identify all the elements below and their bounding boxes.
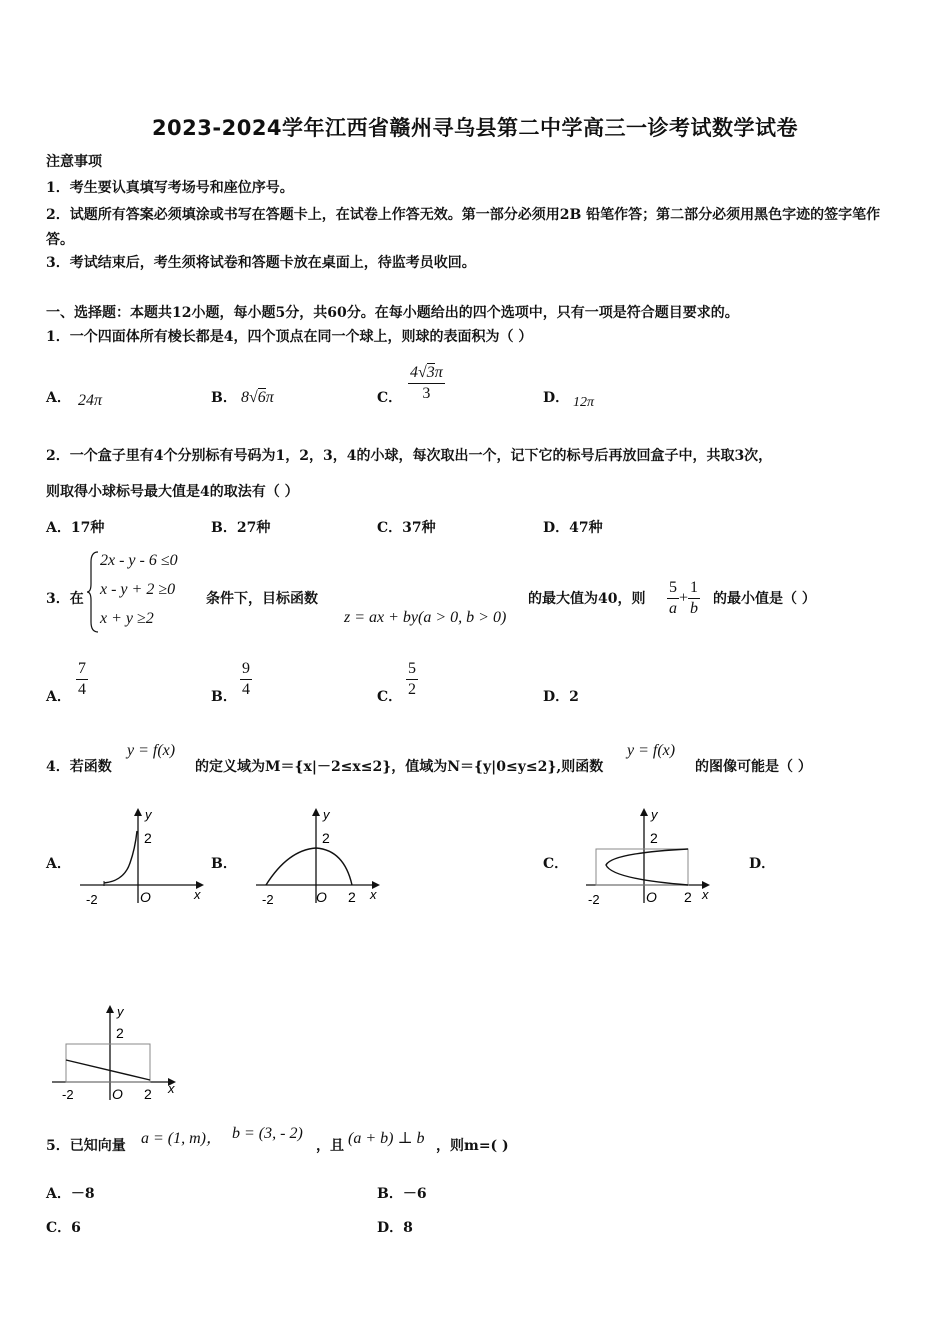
notice-heading: 注意事项 <box>46 154 102 170</box>
section-heading: 一、选择题：本题共12小题，每小题5分，共60分。在每小题给出的四个选项中，只有一项是符合题目要求的。 <box>46 305 739 321</box>
q4-label-a: A． <box>46 856 71 872</box>
q3-objective: z = ax + by(a > 0, b > 0) <box>344 609 507 626</box>
q1-label-b: B． <box>211 390 237 406</box>
q3-max: 的最大值为40，则 <box>528 591 646 607</box>
q5-vector-a: a = (1, m)， <box>141 1130 223 1147</box>
q2-option-b: B．27种 <box>211 520 271 536</box>
svg-text:-2: -2 <box>62 1087 74 1102</box>
q1-label-c: C． <box>377 390 403 406</box>
q1-option-a: 24π <box>78 392 103 409</box>
svg-text:2: 2 <box>684 889 692 905</box>
q5-option-b: B．－6 <box>377 1186 427 1202</box>
svg-text:2: 2 <box>144 830 152 846</box>
q3-label-b: B． <box>211 689 237 705</box>
q3-constraint-1: 2x - y - 6 ≤0 <box>100 552 178 569</box>
q3-label-c: C． <box>377 689 403 705</box>
q3-option-c: $\frac{5}{2}$ <box>408 660 416 698</box>
q5-option-c: C．6 <box>46 1220 81 1236</box>
svg-text:-2: -2 <box>588 892 600 907</box>
notice-item-1: 1．考生要认真填写考场号和座位序号。 <box>46 180 294 196</box>
q3-expression: $\frac{5}{a}$ + $\frac{1}{b}$ <box>669 579 699 617</box>
svg-text:x: x <box>168 1081 175 1096</box>
q3-condition: 条件下，目标函数 <box>206 591 318 607</box>
q1-label-d: D． <box>543 390 570 406</box>
q4-label-d: D． <box>749 856 776 872</box>
q4-prefix: 4．若函数 <box>46 759 112 775</box>
q4-function-2: y = f(x) <box>627 742 676 759</box>
q2-stem-line1: 2．一个盒子里有4个分别标有号码为1，2，3，4的小球，每次取出一个，记下它的标号后再放回盒子中，共取3次， <box>46 448 773 464</box>
q5-vector-b: b = (3, - 2) <box>232 1125 303 1142</box>
notice-item-3: 3．考试结束后，考生须将试卷和答题卡放在桌面上，待监考员收回。 <box>46 255 476 271</box>
q1-option-d: 12π <box>573 395 595 410</box>
svg-text:-2: -2 <box>86 892 98 907</box>
q2-option-a: A．17种 <box>46 520 105 536</box>
q3-brace <box>86 550 100 634</box>
q5-perpendicular: (a + b) ⊥ b <box>348 1130 425 1147</box>
svg-text:O: O <box>646 889 657 905</box>
q5-prefix: 5．已知向量 <box>46 1138 126 1154</box>
q5-option-a: A．－8 <box>46 1186 95 1202</box>
exam-title: 2023-2024学年江西省赣州寻乌县第二中学高三一诊考试数学试卷 <box>151 116 799 140</box>
q2-stem-line2: 则取得小球标号最大值是4的取法有（ ） <box>46 484 299 500</box>
q5-tail: ，则m=( ) <box>436 1138 509 1154</box>
svg-text:y: y <box>145 807 152 822</box>
svg-text:O: O <box>112 1086 123 1102</box>
q4-graph-d <box>48 1000 186 1105</box>
svg-text:x: x <box>370 887 377 902</box>
q3-prefix: 3．在 <box>46 591 84 607</box>
q4-tail: 的图像可能是（ ） <box>695 759 812 775</box>
svg-text:2: 2 <box>144 1086 152 1102</box>
svg-text:x: x <box>702 887 709 902</box>
q4-function-1: y = f(x) <box>127 742 176 759</box>
svg-text:x: x <box>194 887 201 902</box>
svg-text:2: 2 <box>116 1025 124 1041</box>
q4-graph-c <box>582 803 720 908</box>
svg-text:y: y <box>323 807 330 822</box>
svg-text:y: y <box>117 1004 124 1019</box>
q4-label-b: B． <box>211 856 237 872</box>
q2-option-c: C．37种 <box>377 520 436 536</box>
q4-graph-a <box>76 803 214 908</box>
q3-option-a: $\frac{7}{4}$ <box>78 660 86 698</box>
svg-text:2: 2 <box>650 830 658 846</box>
q1-option-b: 8√6π <box>241 389 274 406</box>
q3-option-b: $\frac{9}{4}$ <box>242 660 250 698</box>
svg-text:-2: -2 <box>262 892 274 907</box>
q3-label-a: A． <box>46 689 71 705</box>
notice-item-2: 2．试题所有答案必须填涂或书写在答题卡上，在试卷上作答无效。第一部分必须用2B 铅笔作答；第二部分必须用黑色字迹的签字笔作答。 <box>46 207 881 248</box>
q3-constraint-2: x - y + 2 ≥0 <box>100 581 176 598</box>
q2-option-d: D．47种 <box>543 520 603 536</box>
q3-option-d: D．2 <box>543 689 579 705</box>
svg-text:2: 2 <box>322 830 330 846</box>
q3-tail: 的最小值是（ ） <box>713 591 816 607</box>
q3-constraint-3: x + y ≥2 <box>100 610 154 627</box>
q1-option-c: $\frac{4√3\pi}{3}$ <box>410 364 443 402</box>
svg-text:O: O <box>140 889 151 905</box>
q4-mid: 的定义域为M＝{x|－2≤x≤2}，值域为N＝{y|0≤y≤2},则函数 <box>195 759 604 775</box>
q4-graph-b <box>252 803 390 908</box>
svg-text:y: y <box>651 807 658 822</box>
q5-option-d: D．8 <box>377 1220 413 1236</box>
q1-label-a: A． <box>46 390 71 406</box>
q5-condition-prefix: ，且 <box>316 1138 344 1154</box>
q1-stem: 1．一个四面体所有棱长都是4，四个顶点在同一个球上，则球的表面积为（ ） <box>46 329 533 345</box>
svg-text:O: O <box>316 889 327 905</box>
q4-label-c: C． <box>543 856 569 872</box>
svg-text:2: 2 <box>348 889 356 905</box>
